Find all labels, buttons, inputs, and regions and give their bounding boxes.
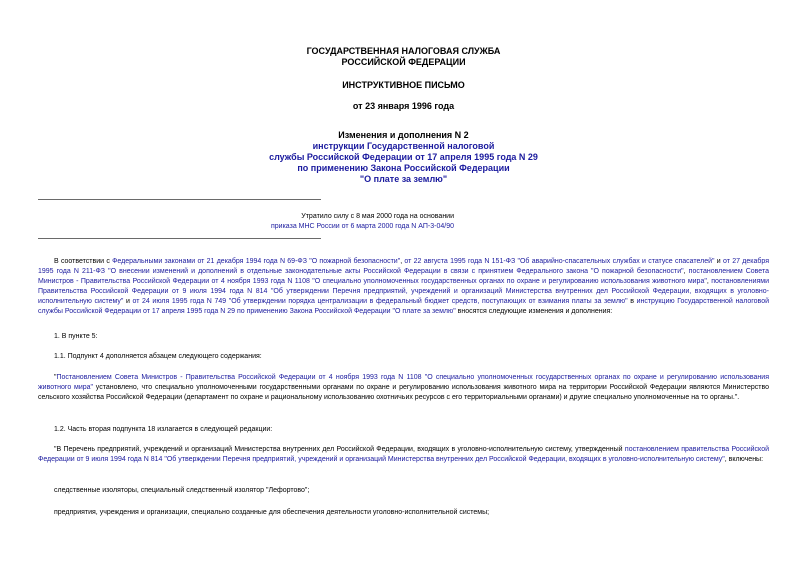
subject-link-line-4[interactable]: по применению Закона Российской Федерации: [297, 163, 510, 173]
link-decree-749[interactable]: от 24 июля 1995 года N 749 "Об утверждении порядка централизации в федеральный бюджет средств, поступающих от взимания платы за землю": [132, 298, 628, 305]
agency-line-1: ГОСУДАРСТВЕННАЯ НАЛОГОВАЯ СЛУЖБА: [306, 46, 501, 56]
divider-bottom: [38, 238, 321, 239]
link-fz-151[interactable]: от 22 августа 1995 года N 151-ФЗ "Об аварийно-спасательных службах и статусе спасателей": [404, 258, 715, 265]
status-note-text: Утратило силу с 8 мая 2000 года на основании: [301, 213, 454, 220]
para2-quote: ": [54, 374, 57, 381]
link-decree-1108[interactable]: постановлением Совета Министров - Правительства Российской Федерации от 4 ноября 1993 года N 1108 "О специально уполномоченных государственных органах по охране и регулированию использования животного мира": [38, 268, 769, 285]
status-note-link[interactable]: приказа МНС России от 6 марта 2000 года N АП-3-04/90: [271, 223, 454, 230]
para2-text: установлено, что специально уполномоченными государственными органами по охране и регулированию использования животного мира на территории Российской Федерации являются Министерство сельского хозяйства Российской Федерации (департамент по охране и рациональному использованию охотничьих ресурсов с его территориальными органами) и другие специально уполномоченные на то органы.".: [38, 384, 770, 401]
intro-paragraph: [38, 257, 769, 317]
item-1-1: 1.1. Подпункт 4 дополняется абзацем следующего содержания:: [54, 353, 262, 360]
para1-text-1: В соответствии с: [54, 258, 113, 265]
link-instruction-29[interactable]: инструкцию Государственной налоговой службы Российской Федерации от 17 апреля 1995 года N 29 по применению Закона Российской Федерации "О плате за землю": [38, 298, 769, 315]
quoted-paragraph-2: [38, 445, 769, 465]
link-decree-1108-quote[interactable]: Постановлением Совета Министров - Правительства Российской Федерации от 4 ноября 1993 года N 1108 "О специально уполномоченных государственных органах по охране и регулированию использования животного мира": [38, 374, 769, 391]
list-item-enterprises: предприятия, учреждения и организации, специально созданные для обеспечения деятельности уголовно-исполнительной системы;: [54, 509, 490, 516]
subject-link-line-2[interactable]: инструкции Государственной налоговой: [312, 141, 495, 151]
para3-text-1: "В Перечень предприятий, учреждений и организаций Министерства внутренних дел Российской Федерации, входящих в уголовно-исполнительную систему, утвержденный: [54, 446, 625, 453]
para1-text-3: и: [714, 258, 723, 265]
agency-title: [0, 46, 807, 68]
quoted-paragraph-1: [38, 373, 769, 403]
link-decree-814-quote[interactable]: постановлением правительства Российской Федерации от 9 июля 1994 года N 814 "Об утверждении Перечня предприятий, учреждений и организаций Министерства внутренних дел Российской Федерации, входящих в уголовно-исполнительную систему": [38, 446, 769, 463]
para1-text-4: ,: [683, 268, 689, 275]
item-1-2: 1.2. Часть вторая подпункта 18 излагается в следующей редакции:: [54, 426, 273, 433]
subject-link-line-3[interactable]: службы Российской Федерации от 17 апреля 1995 года N 29: [269, 152, 538, 162]
subject-line-1: Изменения и дополнения N 2: [338, 130, 469, 140]
item-1: 1. В пункте 5:: [54, 333, 98, 340]
para1-text-8: вносятся следующие изменения и дополнения:: [455, 308, 613, 315]
link-fz-69[interactable]: Федеральными законами от 21 декабря 1994 года N 69-ФЗ "О пожарной безопасности": [112, 258, 401, 265]
para1-text-2: ,: [400, 258, 405, 265]
para1-text-7: в: [627, 298, 637, 305]
document-subject: [0, 130, 807, 185]
document-type: ИНСТРУКТИВНОЕ ПИСЬМО: [342, 80, 465, 90]
status-note: [38, 212, 454, 232]
para3-text-2: , включены:: [724, 456, 764, 463]
link-decree-814[interactable]: постановлениями Правительства Российской Федерации от 9 июля 1994 года N 814 "Об утверждении Перечня предприятий, учреждений и организаций Министерства внутренних дел Российской Федерации, входящих в уголовно-исполнительную систему": [38, 278, 769, 305]
subject-link-line-5[interactable]: "О плате за землю": [359, 174, 448, 184]
link-fz-211[interactable]: от 27 декабря 1995 года N 211-ФЗ "О внесении изменений и дополнений в отдельные законодательные акты Российской Федерации в связи с принятием Федерального закона "О пожарной безопасности": [38, 258, 769, 275]
para1-text-6: и: [123, 298, 133, 305]
agency-line-2: РОССИЙСКОЙ ФЕДЕРАЦИИ: [341, 57, 466, 67]
document-date: от 23 января 1996 года: [352, 101, 455, 111]
para1-text-5: ,: [706, 278, 712, 285]
divider-top: [38, 199, 321, 200]
list-item-isolators: следственные изоляторы, специальный следственный изолятор "Лефортово";: [54, 487, 310, 494]
